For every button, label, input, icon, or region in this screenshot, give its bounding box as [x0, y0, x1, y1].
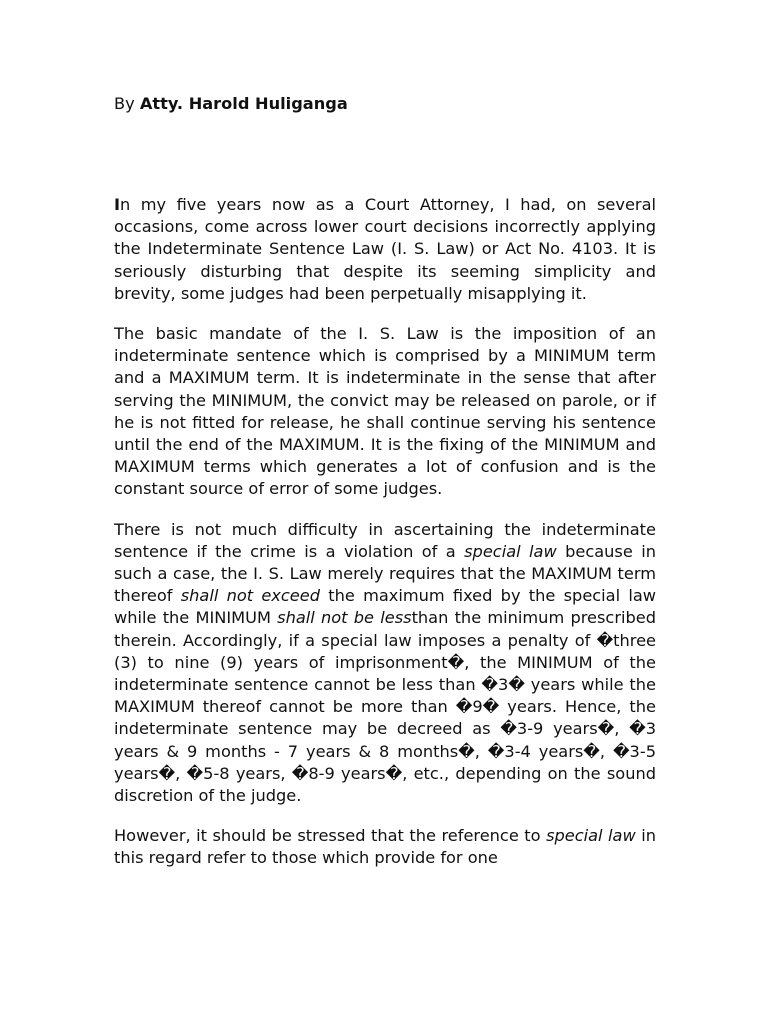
text-segment: because in such a case, the I. S. Law merely requires that the MAXIMUM term thereof [114, 541, 656, 606]
text-segment: than the minimum prescribed therein. Accordingly, if a special law imposes a penalty of �three (3) to nine (9) years of imprisonment�, the MINIMUM of the indeterminate sentence cannot be less than �3� years while the MAXIMUM thereof cannot be more than �9� years. Hence, the indeterminate sentence may be decreed as �3-9 years�, �3 years & 9 months - 7 years & 8 months�, �3-4 years�, �3-5 years�, �5-8 years, �8-9 years�, etc., depending on the sound discretion of the judge. [114, 608, 656, 806]
paragraph-special-law [114, 519, 656, 808]
byline-prefix: By [114, 94, 135, 113]
paragraph-basic-mandate: The basic mandate of the I. S. Law is the imposition of an indeterminate sentence which is comprised by a MINIMUM term and a MAXIMUM term. It is indeterminate in the sense that after serving the MINIMUM, the convict may be released on parole, or if he is not fitted for release, he shall continue serving his sentence until the end of the MAXIMUM. It is the fixing of the MINIMUM and MAXIMUM terms which generates a lot of confusion and is the constant source of error of some judges. [114, 324, 656, 499]
emphasis-shall-not-exceed: shall not exceed [180, 586, 320, 606]
drop-cap: I [114, 195, 121, 214]
byline [114, 93, 348, 115]
emphasis-special-law: special law [546, 826, 636, 846]
text-segment: There is not much difficulty in ascertaining the indeterminate sentence if the crime is a violation of a [114, 519, 656, 561]
paragraph-however [114, 825, 656, 869]
paragraph-intro [114, 194, 656, 305]
text-segment: the maximum fixed by the special law while the MINIMUM [114, 586, 657, 628]
emphasis-special-law: special law [464, 541, 557, 561]
author-name: Atty. Harold Huliganga [139, 94, 348, 113]
emphasis-shall-not-be-less: shall not be less [277, 608, 412, 628]
paragraph-intro-text: n my five years now as a Court Attorney, I had, on several occasions, come across lower court decisions incorrectly applying the Indeterminate Sentence Law (I. S. Law) or Act No. 4103. It is seriously disturbing that despite its seeming simplicity and brevity, some judges had been perpetually misapplying it. [114, 195, 656, 303]
text-segment: However, it should be stressed that the reference to [114, 826, 547, 846]
text-segment: in this regard refer to those which provide for one [114, 826, 656, 868]
document-page [114, 0, 656, 1024]
article-body [114, 194, 656, 888]
